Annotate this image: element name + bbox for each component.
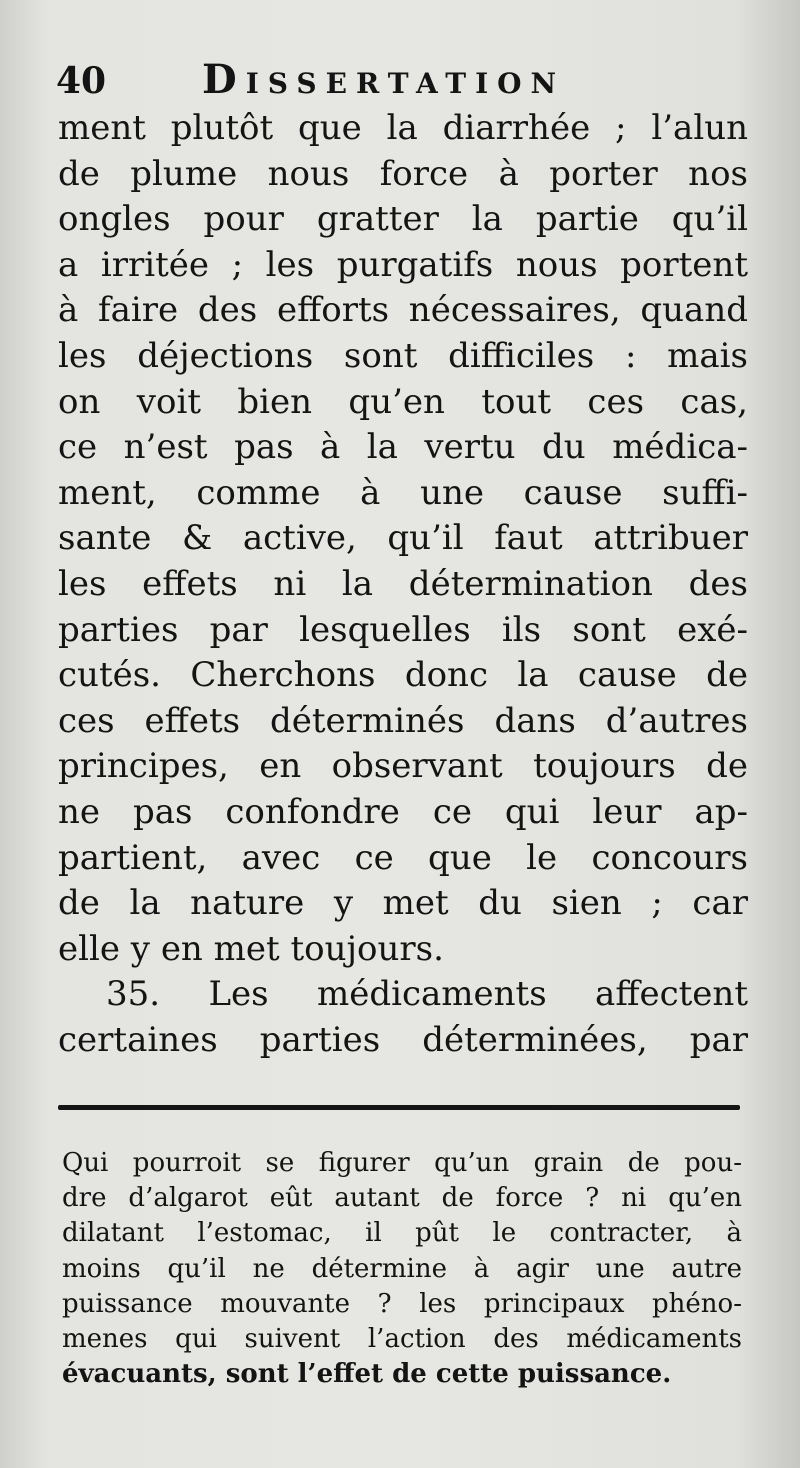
body-line: principes, en observant toujours de — [58, 746, 748, 787]
body-line: ongles pour gratter la partie qu’il — [58, 199, 748, 240]
body-line: ne pas confondre ce qui leur ap- — [58, 791, 748, 832]
body-line: de plume nous force à porter nos — [58, 153, 748, 194]
body-line: elle y en met toujours. — [58, 928, 444, 969]
body-line: cutés. Cherchons donc la cause de — [58, 655, 748, 696]
running-head — [56, 52, 756, 108]
footnote-line: dre d’algarot eût autant de force ? ni qu’en — [62, 1183, 742, 1214]
body-line: sante & active, qu’il faut attribuer — [58, 518, 748, 559]
paragraph-start-line: 35. Les médicaments affectent — [106, 974, 748, 1015]
footnote-line: évacuants, sont l’effet de cette puissance. — [62, 1359, 672, 1390]
body-line: parties par lesquelles ils sont exé- — [58, 609, 748, 650]
body-line: de la nature y met du sien ; car — [58, 883, 748, 924]
body-line: ment plutôt que la diarrhée ; l’alun — [58, 108, 748, 148]
body-line: certaines parties déterminées, par — [58, 1019, 748, 1060]
body-line: on voit bien qu’en tout ces cas, — [58, 381, 748, 422]
body-text — [58, 106, 748, 1063]
footnote-line: puissance mouvante ? les principaux phéno- — [62, 1288, 742, 1319]
body-line: les déjections sont difficiles : mais — [58, 335, 748, 376]
footnote-line: Qui pourroit se figurer qu’un grain de pou- — [62, 1148, 742, 1178]
body-line: ce n’est pas à la vertu du médica- — [58, 427, 748, 468]
running-title: Dissertation — [202, 56, 566, 103]
footnote-line: dilatant l’estomac, il pût le contracter, à — [62, 1218, 742, 1249]
body-line: les effets ni la détermination des — [58, 563, 748, 604]
body-line: ces effets déterminés dans d’autres — [58, 700, 748, 741]
body-line: ment, comme à une cause suffi- — [58, 472, 748, 513]
footnote-line: menes qui suivent l’action des médicaments — [62, 1323, 742, 1354]
footnote-line: moins qu’il ne détermine à agir une autre — [62, 1253, 742, 1284]
body-line: a irritée ; les purgatifs nous portent — [58, 244, 748, 285]
page-number: 40 — [56, 60, 107, 102]
footnote-rule — [58, 1105, 740, 1110]
body-line: partient, avec ce que le concours — [58, 837, 748, 878]
footnote — [62, 1146, 742, 1392]
body-line: à faire des efforts nécessaires, quand — [58, 290, 748, 331]
